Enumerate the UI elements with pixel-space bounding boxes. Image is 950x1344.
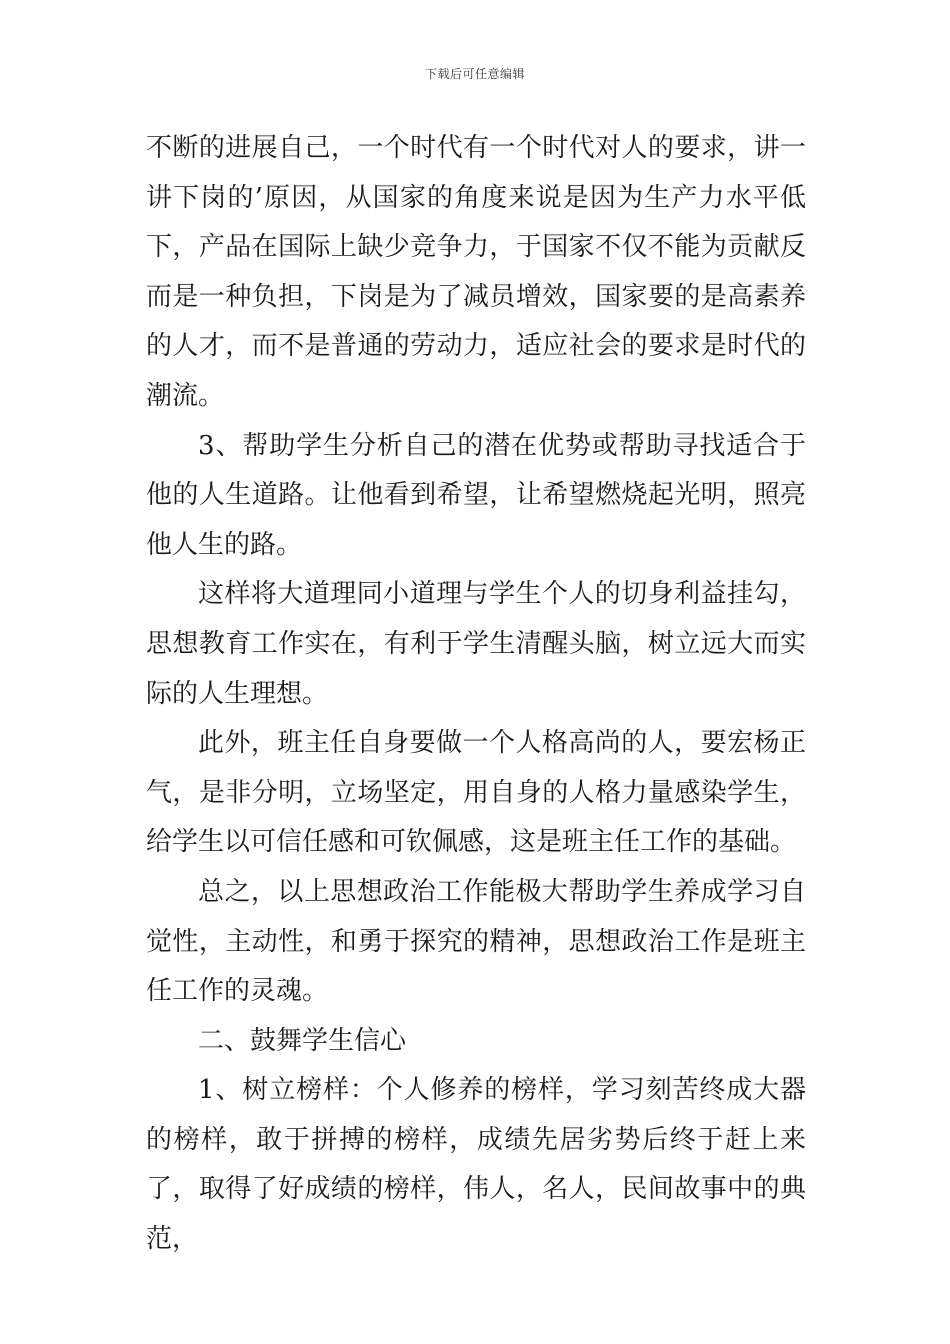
paragraph-5: 总之，以上思想政治工作能极大帮助学生养成学习自觉性，主动性，和勇于探究的精神，思想政治工作是班主任工作的灵魂。 (146, 876, 806, 1007)
paragraph-2: 3、帮助学生分析自己的潜在优势或帮助寻找适合于他的人生道路。让他看到希望，让希望燃烧起光明，照亮他人生的路。 (146, 430, 806, 560)
document-body (146, 124, 806, 1265)
paragraph-3: 这样将大道理同小道理与学生个人的切身利益挂勾，思想教育工作实在，有利于学生清醒头脑，树立远大而实际的人生理想。 (146, 579, 806, 709)
section-heading: 二、鼓舞学生信心 (198, 1025, 407, 1056)
page-header: 下载后可任意编辑 (424, 67, 525, 81)
paragraph-4: 此外，班主任自身要做一个人格高尚的人，要宏杨正气，是非分明，立场坚定，用自身的人格力量感染学生，给学生以可信任感和可钦佩感，这是班主任工作的基础。 (146, 728, 806, 858)
paragraph-6: 1、树立榜样：个人修养的榜样，学习刻苦终成大器的榜样，敢于拼搏的榜样，成绩先居劣势后终于赶上来了，取得了好成绩的榜样，伟人，名人，民间故事中的典范， (146, 1075, 806, 1255)
paragraph-1: 不断的进展自己，一个时代有一个时代对人的要求，讲一讲下岗的’原因，从国家的角度来说是因为生产力水平低下，产品在国际上缺少竞争力，于国家不仅不能为贡献反而是一种负担，下岗是为了减员增效，国家要的是高素养的人才，而不是普通的劳动力，适应社会的要求是时代的潮流。 (146, 133, 806, 411)
